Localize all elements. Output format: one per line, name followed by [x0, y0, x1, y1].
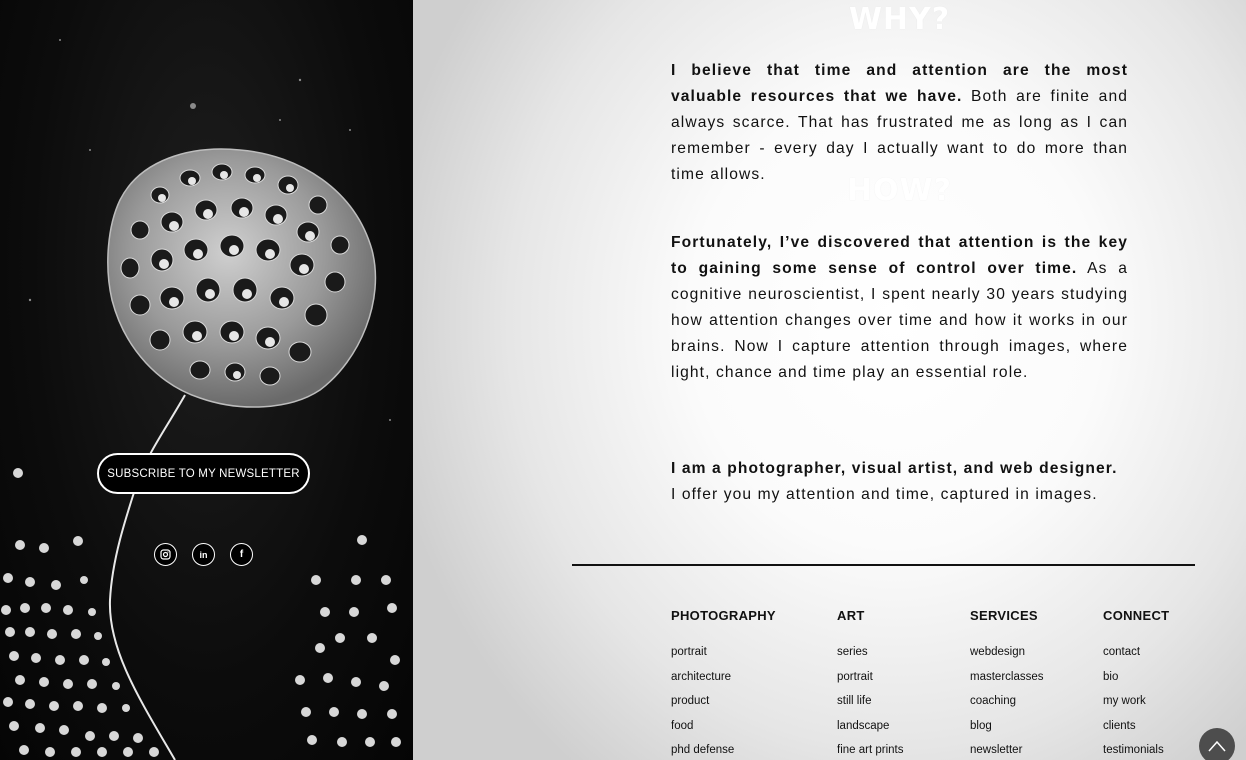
- footer-link[interactable]: food: [671, 719, 694, 732]
- subscribe-newsletter-button[interactable]: [97, 453, 310, 494]
- footer-link[interactable]: coaching: [970, 695, 1017, 707]
- facebook-icon: f: [239, 549, 244, 560]
- instagram-link[interactable]: [154, 543, 177, 566]
- footer-link[interactable]: blog: [970, 719, 992, 732]
- footer-link[interactable]: still life: [837, 695, 872, 707]
- how-body-text: As a cognitive neuroscientist, I spent nearly 30 years studying how attention changes over time and how it works in our brains. Now I capture attention through images, where light, chance and time play an essential role.: [671, 260, 1128, 381]
- footer-link[interactable]: webdesign: [970, 646, 1025, 658]
- sidebar-art-panel: [0, 0, 413, 760]
- intro-block: [671, 456, 1141, 508]
- footer-column-title: PHOTOGRAPHY: [671, 608, 776, 623]
- footer-link[interactable]: clients: [1103, 719, 1136, 732]
- how-bold-text: Fortunately, I’ve discovered that attention is the key to gaining some sense of control over time.: [671, 234, 1128, 277]
- footer-link[interactable]: masterclasses: [970, 670, 1044, 683]
- lotus-seedpod-illustration: [0, 0, 413, 760]
- facebook-link[interactable]: [230, 543, 253, 566]
- footer-column-art: [837, 608, 903, 760]
- subscribe-button-label: SUBSCRIBE TO MY NEWSLETTER: [107, 467, 300, 480]
- footer-link[interactable]: bio: [1103, 670, 1119, 683]
- footer-link[interactable]: fine art prints: [837, 744, 904, 756]
- why-paragraph: [671, 58, 1128, 188]
- linkedin-link[interactable]: [192, 543, 215, 566]
- how-heading: HOW?: [846, 173, 953, 208]
- footer-link[interactable]: series: [837, 646, 868, 658]
- footer-link[interactable]: contact: [1103, 646, 1141, 658]
- footer-link[interactable]: portrait: [837, 670, 873, 683]
- intro-subtitle: I offer you my attention and time, captured in images.: [671, 486, 1098, 503]
- chevron-up-icon: [1208, 740, 1226, 752]
- footer-link[interactable]: architecture: [671, 670, 732, 683]
- footer-link[interactable]: phd defense: [671, 744, 735, 756]
- footer-link[interactable]: portrait: [671, 646, 707, 658]
- scroll-to-top-button[interactable]: [1199, 728, 1235, 760]
- how-paragraph: [671, 230, 1128, 386]
- footer-column-services: [970, 608, 1044, 760]
- why-heading: WHY?: [848, 2, 951, 37]
- footer-link[interactable]: product: [671, 695, 710, 707]
- footer-link[interactable]: landscape: [837, 719, 890, 732]
- instagram-icon: [160, 549, 171, 560]
- intro-title: I am a photographer, visual artist, and web designer.: [671, 460, 1118, 477]
- main-content: [413, 0, 1246, 760]
- footer-column-title: CONNECT: [1103, 608, 1170, 623]
- footer-column-title: SERVICES: [970, 608, 1038, 623]
- why-bold-text: I believe that time and attention are the most valuable resources that we have.: [671, 62, 1128, 105]
- footer-column-title: ART: [837, 608, 865, 623]
- footer-link[interactable]: testimonials: [1103, 744, 1164, 756]
- why-body-text: Both are finite and always scarce. That has frustrated me as long as I can remember - every day I actually want to do more than time allows.: [671, 88, 1128, 183]
- footer-column-connect: [1103, 608, 1169, 760]
- linkedin-icon: in: [199, 549, 208, 560]
- footer-divider: [572, 564, 1195, 566]
- footer-link[interactable]: my work: [1103, 695, 1146, 707]
- footer-link[interactable]: newsletter: [970, 744, 1023, 756]
- footer-column-photography: [671, 608, 776, 760]
